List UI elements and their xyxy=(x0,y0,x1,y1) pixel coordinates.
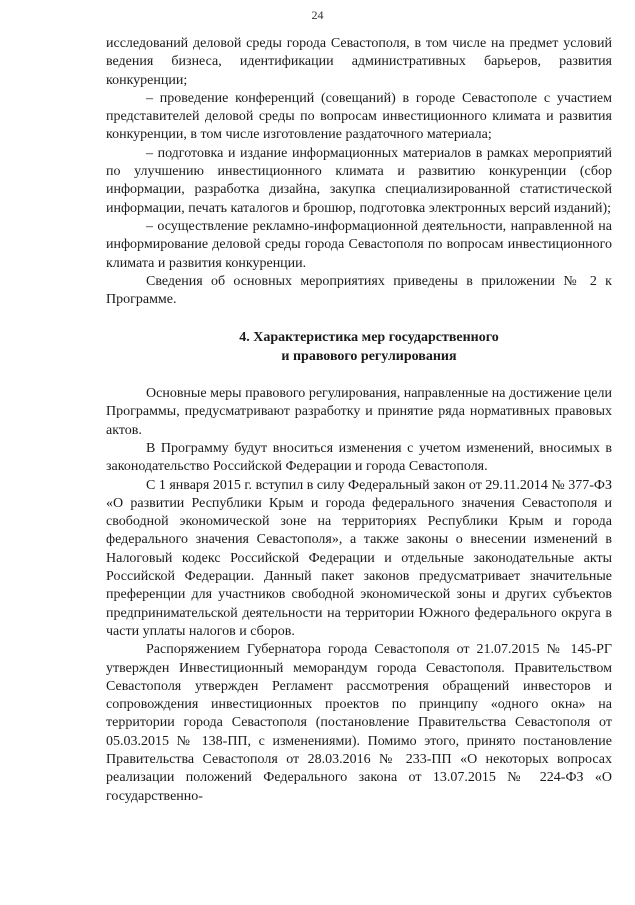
section-heading-line-1: 4. Характеристика мер государственного xyxy=(239,330,499,346)
document-body xyxy=(106,35,612,806)
paragraph-program-changes: В Программу будут вноситься изменения с учетом изменений, вносимых в законодательство Российской Федерации и города Севастополя. xyxy=(106,440,612,475)
list-item-publications: – подготовка и издание информационных материалов в рамках мероприятий по улучшению инвестиционного климата и развитию конкуренции (сбор информации, разработка дизайна, закупка специализированной статистической информации, печать каталогов и брошюр, подготовка электронных версий изданий); xyxy=(106,145,612,216)
paragraph-legal-measures: Основные меры правового регулирования, направленные на достижение цели Программы, предусматривают разработку и принятие ряда нормативных правовых актов. xyxy=(106,386,612,438)
paragraph-continuation: исследований деловой среды города Севастополя, в том числе на предмет условий ведения бизнеса, идентификации административных барьеров, развития конкуренции; xyxy=(106,36,612,88)
list-item-advertising: – осуществление рекламно-информационной деятельности, направленной на информирование деловой среды города Севастополя по вопросам инвестиционного климата и развития конкуренции. xyxy=(106,218,612,271)
paragraph-federal-law: С 1 января 2015 г. вступил в силу Федеральный закон от 29.11.2014 № 377-ФЗ «О развитии Республики Крым и города федерального значения Севастополя и свободной экономической зоне на территориях Республики Крым и города федерального значения Севастополя», а также законы о внесении изменений в Налоговый кодекс Российской Федерации и отдельные законодательные акты Российской Федерации. Данный пакет законов предусматривает значительные преференции для участников свободной экономической зоны и других субъектов предпринимательской деятельности на территории Южного федерального округа в части уплаты налогов и сборов. xyxy=(106,477,612,639)
paragraph-appendix-reference: Сведения об основных мероприятиях приведены в приложении № 2 к Программе. xyxy=(106,273,612,308)
page-number: 24 xyxy=(311,8,324,22)
section-heading xyxy=(106,329,612,366)
section-heading-line-2: и правового регулирования xyxy=(281,348,457,364)
list-item-conferences: – проведение конференций (совещаний) в городе Севастополе с участием представителей деловой среды по вопросам инвестиционного климата и развития конкуренции, в том числе изготовление раздаточного материала; xyxy=(106,90,612,143)
paragraph-governor-order: Распоряжением Губернатора города Севастополя от 21.07.2015 № 145-РГ утвержден Инвестиционный меморандум города Севастополя. Правительством Севастополя утвержден Регламент рассмотрения обращений инвесторов и сопровождения инвестиционных проектов по принципу «одного окна» на территории города Севастополя (постановление Правительства Севастополя от 05.03.2015 № 138-ПП, с изменениями). Помимо этого, принято постановление Правительства Севастополя от 28.03.2016 № 233-ПП «О некоторых вопросах реализации положений Федерального закона от 13.07.2015 № 224-ФЗ «О государственно- xyxy=(106,642,612,804)
